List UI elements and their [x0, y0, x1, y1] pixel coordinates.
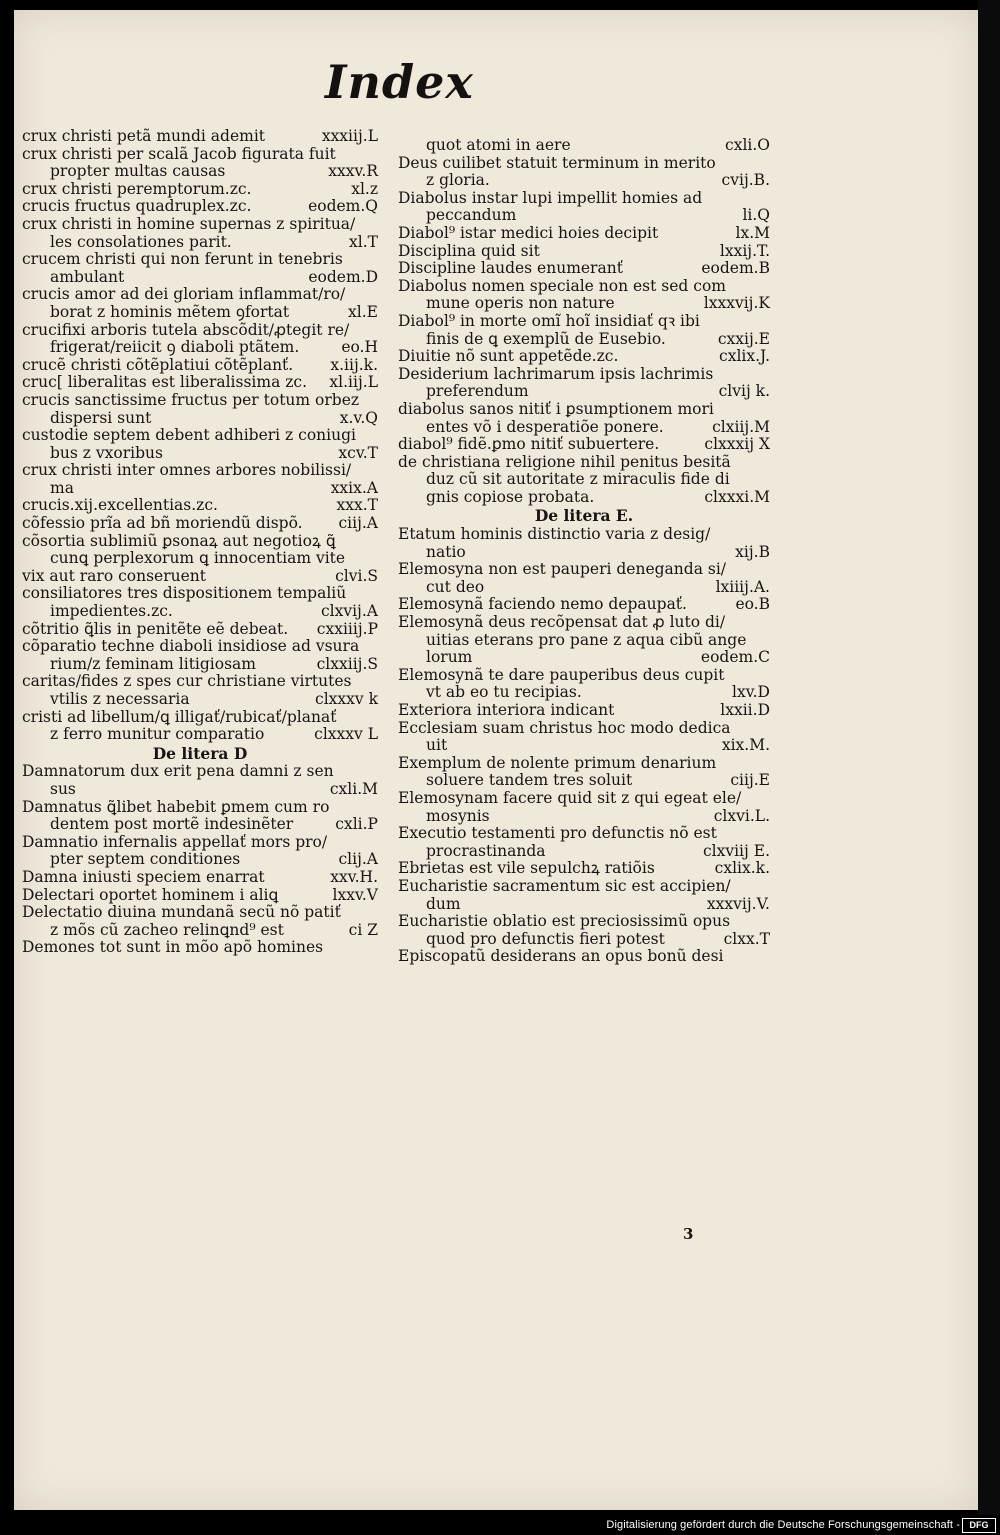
index-entry	[22, 146, 378, 181]
entry-continuation: mosynis	[426, 807, 490, 825]
entry-reference: xxxv.R	[322, 163, 378, 181]
entry-reference: x.v.Q	[334, 410, 378, 428]
entry-continuation: rium/z feminam litigiosam	[50, 655, 256, 673]
entry-reference: lxiiij.A.	[710, 579, 770, 597]
entry-reference: eodem.D	[302, 269, 378, 287]
entry-text: Disciplina quid sit	[398, 242, 540, 260]
index-entry	[398, 790, 770, 825]
entry-text: Elemosynam facere quid sit z qui egeat ele/	[398, 789, 742, 807]
entry-text: Etatum hominis distinctio varia z desig/	[398, 526, 711, 544]
entry-continuation: dispersi sunt	[50, 409, 152, 427]
entry-text: crucẽ christi cõtẽplatiui cõtẽplanť.	[22, 356, 294, 374]
entry-continuation: quod pro defunctis fieri potest	[426, 930, 665, 948]
entry-reference: xix.M.	[716, 737, 770, 755]
index-entry	[398, 225, 770, 243]
entry-continuation: cunꝗ perplexorum ꝗ innocentiam vite	[50, 550, 346, 568]
index-entry	[22, 638, 378, 673]
entry-text: crucifixi arboris tutela abscõdit/ꝓtegit re/	[22, 321, 350, 339]
index-entry	[398, 313, 770, 348]
entry-continuation: duz cũ sit autoritate z miraculis fide di	[426, 471, 730, 489]
index-entry	[22, 673, 378, 708]
index-entry	[398, 667, 770, 702]
index-entry	[22, 392, 378, 427]
index-entry	[398, 526, 770, 561]
entry-reference: xl.z	[345, 181, 378, 199]
index-entry	[22, 322, 378, 357]
entry-reference: clxvij.A	[315, 603, 378, 621]
entry-continuation: vtilis z necessaria	[50, 691, 190, 708]
entry-text: Exteriora interiora indicant	[398, 702, 615, 719]
entry-reference: li.Q	[736, 207, 770, 225]
section-heading: De litera E.	[534, 506, 634, 526]
index-entry	[398, 614, 770, 649]
entry-text: Diuitie nõ sunt appetẽde.zc.	[398, 348, 619, 366]
index-entry	[398, 720, 770, 755]
entry-reference: x.iij.k.	[324, 357, 378, 375]
entry-continuation: cut deo	[426, 578, 485, 596]
entry-text: de christiana religione nihil penitus besitã	[398, 453, 731, 471]
entry-continuation: z ferro munitur comparatio	[50, 726, 265, 744]
entry-continuation: z mõs cũ zacheo relinꝗnd⁹ est	[50, 921, 284, 939]
index-entry	[22, 497, 378, 515]
index-entry	[398, 489, 770, 507]
entry-text: Diabolus nomen speciale non est sed com	[398, 277, 726, 295]
entry-text: Damna iniusti speciem enarrat	[22, 868, 265, 886]
index-entry	[22, 357, 378, 375]
index-entry	[398, 596, 770, 614]
entry-text: Ecclesiam suam christus hoc modo dedica	[398, 719, 731, 737]
entry-reference: clxxxv L	[308, 726, 378, 744]
entry-reference: eo.B	[729, 596, 770, 614]
index-entry	[22, 286, 378, 321]
index-column-right	[398, 137, 770, 966]
entry-continuation: uitias eterans pro pane z aqua cibũ ange	[426, 631, 747, 649]
index-entry	[22, 568, 378, 586]
index-entry	[22, 585, 378, 620]
index-entry	[22, 462, 378, 497]
entry-text: caritas/fides z spes cur christiane virtutes	[22, 673, 352, 691]
entry-continuation: propter multas causas	[50, 163, 226, 181]
entry-text: cruc[ liberalitas est liberalissima zc.	[22, 374, 308, 392]
entry-reference: xcv.T	[332, 445, 378, 463]
index-entry	[22, 198, 378, 216]
entry-reference: eo.H	[335, 339, 378, 357]
index-entry	[22, 904, 378, 939]
entry-reference: lxxij.T.	[714, 243, 770, 261]
index-entry	[22, 939, 378, 957]
entry-text: Demones tot sunt in mõo apõ homines	[22, 939, 324, 957]
index-entry	[398, 366, 770, 401]
index-entry	[398, 348, 770, 366]
index-entry	[398, 137, 770, 155]
entry-text: Damnatorum dux erit pena damni z sen	[22, 763, 334, 781]
index-entry	[398, 155, 770, 190]
entry-continuation: sus	[50, 780, 76, 798]
entry-reference: cxlix.k.	[709, 860, 770, 878]
entry-continuation: ambulant	[50, 268, 125, 286]
entry-text: Delectari oportet hominem i aliꝗ	[22, 886, 279, 904]
entry-reference: cxli.M	[324, 781, 378, 799]
index-entry	[22, 763, 378, 798]
entry-text: Exemplum de nolente primum denarium	[398, 754, 717, 772]
entry-text: Damnatio infernalis appellať mors pro/	[22, 833, 328, 851]
entry-text: crux christi peremptorum.zc.	[22, 180, 252, 198]
footer-bar	[0, 1515, 1000, 1535]
index-entry	[22, 709, 378, 744]
entry-text: Damnatus ꝗ̃libet habebit ꝑmem cum ro	[22, 798, 330, 816]
entry-text: crucem christi qui non ferunt in tenebris	[22, 251, 343, 269]
entry-reference: xxx.T	[331, 497, 379, 515]
entry-reference: lxxii.D	[714, 702, 770, 720]
entry-reference: cxli.P	[329, 816, 378, 834]
entry-continuation: frigerat/reiicit ꝯ diaboli ptãtem.	[50, 339, 300, 357]
index-entry	[398, 260, 770, 278]
entry-reference: cxli.O	[719, 137, 770, 155]
entry-continuation: vt ab eo tu recipias.	[426, 684, 582, 702]
entry-text: crucis sanctissime fructus per totum orbez	[22, 391, 360, 409]
entry-text: cõtritio ꝗ̃lis in penitẽte eẽ debeat.	[22, 620, 289, 638]
entry-text: Diabolus instar lupi impellit homies ad	[398, 189, 703, 207]
entry-text: Discipline laudes enumeranť	[398, 260, 623, 278]
entry-continuation: natio	[426, 543, 466, 561]
index-entry	[22, 621, 378, 639]
index-entry	[22, 128, 378, 146]
entry-text: Diabol⁹ istar medici hoies decipit	[398, 224, 659, 242]
index-entry	[398, 401, 770, 436]
entry-continuation: peccandum	[426, 207, 517, 225]
entry-text: crux christi inter omnes arbores nobilissi/	[22, 462, 352, 480]
footer-credit: Digitalisierung gefördert durch die Deutsche Forschungsgemeinschaft -	[606, 1519, 960, 1531]
index-entry	[22, 251, 378, 286]
entry-reference: xxv.H.	[324, 869, 378, 887]
entry-text: crucis.xij.excellentias.zc.	[22, 497, 218, 515]
entry-reference: xxxiij.L	[316, 128, 378, 146]
entry-text: Elemosynã deus recõpensat dat ꝓ luto di/	[398, 614, 726, 632]
entry-text: diabol⁹ fidẽ.ꝑmo nitiť subuertere.	[398, 436, 660, 454]
entry-text: Ebrietas est vile sepulchꝝ ratiõis	[398, 860, 655, 878]
index-entry	[22, 869, 378, 887]
entry-reference: eodem.B	[695, 260, 770, 278]
entry-text: diabolus sanos nitiť i ꝑsumptionem mori	[398, 400, 714, 418]
entry-reference: xl.E	[342, 304, 378, 322]
entry-text: crux christi in homine supernas z spiritua/	[22, 215, 356, 233]
entry-text: Eucharistie oblatio est preciosissimũ opus	[398, 913, 731, 931]
entry-text: Elemosynã te dare pauperibus deus cupit	[398, 666, 725, 684]
entry-text: custodie septem debent adhiberi z coniugi	[22, 427, 356, 445]
entry-reference: lxv.D	[726, 684, 770, 702]
index-entry	[22, 374, 378, 392]
entry-reference: eodem.C	[695, 649, 770, 667]
entry-continuation: bus z vxoribus	[50, 444, 163, 462]
entry-reference: cvij.B.	[716, 172, 770, 190]
entry-continuation: pter septem conditiones	[50, 851, 241, 869]
entry-continuation: entes võ i desperatiõe ponere.	[426, 418, 664, 436]
entry-text: Deus cuilibet statuit terminum in merito	[398, 154, 716, 172]
scan-right-edge	[978, 0, 1000, 1535]
entry-reference: cxxiiij.P	[311, 621, 378, 639]
entry-reference: lxxxvij.K	[698, 295, 770, 313]
entry-text: consiliatores tres dispositionem tempaliũ	[22, 585, 347, 603]
index-entry	[398, 702, 770, 720]
index-entry	[22, 887, 378, 905]
entry-text: Elemosynã faciendo nemo depaupať.	[398, 596, 687, 614]
index-entry	[398, 878, 770, 913]
entry-reference: clxxxi.M	[698, 489, 770, 507]
entry-reference: eodem.Q	[302, 198, 378, 216]
entry-text: cõsortia sublimiũ ꝑsonaꝝ aut negotioꝝ ꝗ̃	[22, 532, 336, 550]
entry-reference: clxiij.M	[706, 419, 770, 437]
entry-text: crucis fructus quadruplex.zc.	[22, 198, 252, 216]
entry-reference: lx.M	[730, 225, 771, 243]
entry-reference: clij.A	[332, 851, 378, 869]
entry-reference: xxxvij.V.	[701, 896, 770, 914]
entry-reference: ciij.E	[724, 772, 770, 790]
entry-reference: clvi.S	[329, 568, 378, 586]
entry-text: lorum	[426, 649, 473, 667]
entry-reference: clxviij E.	[697, 843, 770, 861]
section-heading: De litera D	[152, 743, 248, 763]
index-entry	[22, 515, 378, 533]
entry-continuation: les consolationes parit.	[50, 233, 232, 251]
index-entry	[398, 278, 770, 313]
entry-continuation: soluere tandem tres soluit	[426, 772, 633, 790]
dfg-logo: DFG	[962, 1518, 996, 1533]
index-entry	[22, 834, 378, 869]
entry-text: Desiderium lachrimarum ipsis lachrimis	[398, 365, 714, 383]
entry-continuation: borat z hominis mẽtem ꝯfortat	[50, 303, 290, 321]
index-entry	[22, 427, 378, 462]
index-entry	[398, 243, 770, 261]
index-entry	[398, 454, 770, 489]
entry-continuation: z gloria.	[426, 172, 490, 190]
index-column-left	[22, 128, 378, 957]
index-entry	[22, 533, 378, 568]
page-number: 3	[683, 1225, 694, 1243]
entry-text: vix aut raro conseruent	[22, 567, 206, 585]
index-entry	[398, 860, 770, 878]
entry-reference: ci Z	[343, 922, 378, 940]
entry-reference: lxxv.V	[327, 887, 378, 905]
index-entry	[22, 181, 378, 199]
entry-continuation: preferendum	[426, 383, 529, 401]
entry-text: gnis copiose probata.	[426, 488, 595, 506]
entry-reference: cxxij.E	[712, 331, 770, 349]
entry-text: Executio testamenti pro defunctis nõ est	[398, 825, 717, 843]
scan-left-edge	[0, 0, 14, 1535]
entry-text: Eucharistie sacramentum sic est accipien/	[398, 877, 731, 895]
entry-text: crux christi petã mundi ademit	[22, 128, 266, 145]
entry-reference: clxx.T	[718, 931, 770, 949]
entry-text: cõparatio techne diaboli insidiose ad vsura	[22, 638, 360, 656]
index-entry	[398, 948, 770, 966]
entry-continuation: dum	[426, 895, 461, 913]
entry-reference: clvij k.	[713, 383, 770, 401]
entry-text: Elemosyna non est pauperi deneganda si/	[398, 561, 726, 579]
index-entry	[398, 825, 770, 860]
entry-reference: xij.B	[729, 544, 770, 562]
entry-reference: clxxxij X	[698, 436, 770, 454]
entry-text: crux christi per scalã Jacob figurata fuit	[22, 145, 336, 163]
index-entry	[22, 799, 378, 834]
entry-continuation: ma	[50, 479, 74, 497]
entry-continuation: mune operis non nature	[426, 295, 615, 313]
entry-reference: xl.T	[343, 234, 378, 252]
index-entry	[398, 436, 770, 454]
entry-reference: clxxiij.S	[311, 656, 378, 674]
entry-text: cõfessio prĩa ad bñ moriendũ dispõ.	[22, 515, 303, 533]
index-entry	[398, 561, 770, 596]
entry-text: crucis amor ad dei gloriam inflammat/ro/	[22, 286, 346, 304]
entry-reference: ciij.A	[332, 515, 378, 533]
entry-reference: xl.iij.L	[323, 374, 378, 392]
index-entry	[398, 755, 770, 790]
entry-text: Diabol⁹ in morte omĩ hoĩ insidiať qꝛ ibi	[398, 312, 700, 330]
entry-continuation: procrastinanda	[426, 842, 546, 860]
entry-text: cristi ad libellum/ꝗ illigať/rubicať/planať	[22, 708, 337, 726]
entry-reference: clxvi.L.	[708, 808, 770, 826]
entry-reference: clxxxv k	[309, 691, 378, 709]
entry-text: Episcopatũ desiderans an opus bonũ desi	[398, 948, 724, 966]
page-heading: Index	[325, 55, 474, 109]
entry-text: quot atomi in aere	[426, 137, 571, 154]
index-entry	[398, 649, 770, 667]
index-entry	[398, 190, 770, 225]
entry-continuation: impedientes.zc.	[50, 603, 173, 621]
entry-continuation: dentem post mortẽ indesinẽter	[50, 816, 294, 834]
entry-reference: cxlix.J.	[713, 348, 770, 366]
entry-continuation: uit	[426, 737, 448, 755]
index-entry	[22, 216, 378, 251]
index-entry	[398, 913, 770, 948]
entry-reference: xxix.A	[325, 480, 378, 498]
entry-continuation: finis de ꝗ exemplũ de Eusebio.	[426, 330, 666, 348]
entry-text: Delectatio diuina mundanã secũ nõ patiť	[22, 904, 341, 922]
